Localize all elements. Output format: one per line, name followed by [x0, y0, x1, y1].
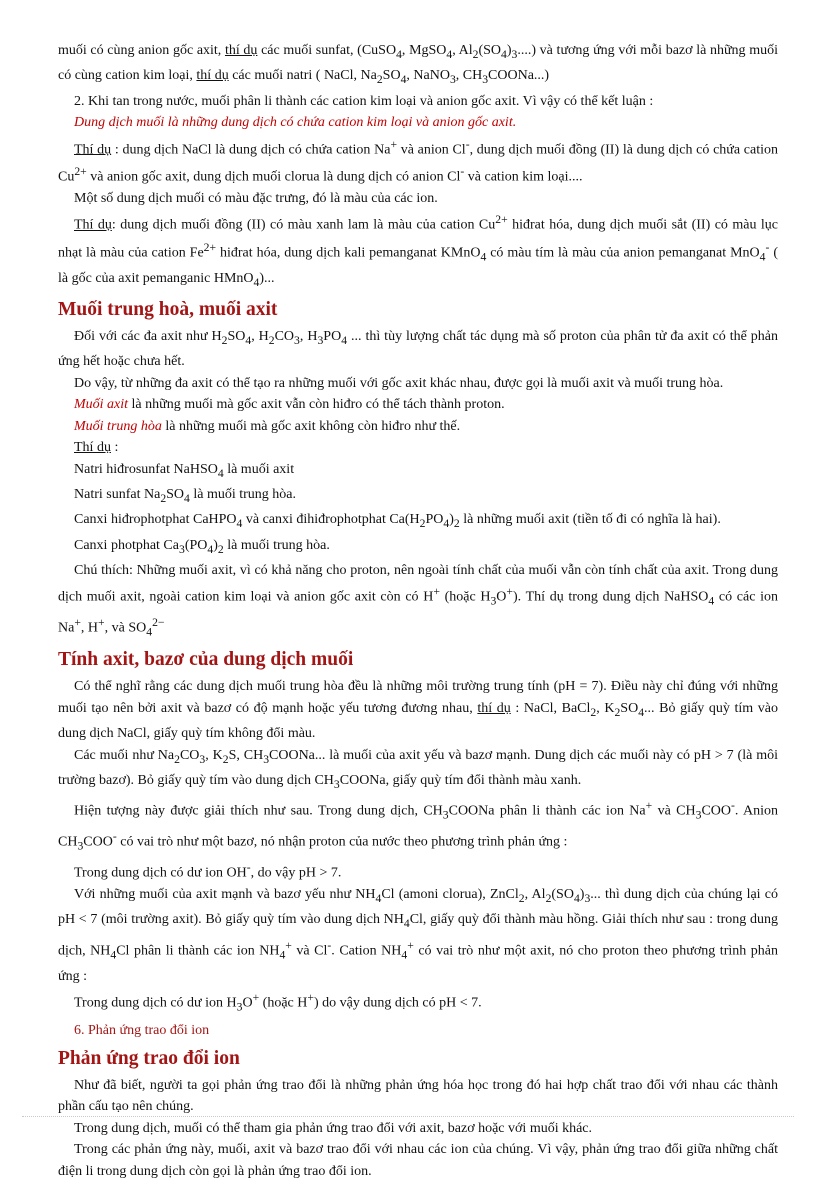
example-ca3po42: Canxi photphat $Ca_3(PO_4)_2$ là muối trung hòa.	[74, 537, 330, 556]
paragraph-explanation-acetate: Hiện tượng này được giải thích như sau. Trong dung dịch, $CH_3COONa$ phân li thành các ion Na+ và $CH_3COO^-$. Anion $CH_3COO^-$ có vai trò như một bazơ, nó nhận proton của nước theo phương trình phản ứng :	[58, 799, 778, 853]
section-number-title: 6. Phản ứng trao đổi ion	[74, 1023, 210, 1039]
paragraph-polyacids: Đối với các đa axit như $H_2SO_4$, $H_2CO_3$, $H_3PO_4$ ... thì tùy lượng chất tác dụng mà số proton của phân tử đa axit có thể phản ứng hết hoặc chưa hết.	[58, 328, 778, 370]
paragraph-neutral-ph: Có thể nghĩ rằng các dung dịch muối trung hòa đều là những môi trường trung tính (pH = 7). Điều này chỉ đúng với những muối tạo nên bởi axit và bazơ có độ mạnh hoặc yếu tương đương nhau, thí dụ : NaCl, BaCl$_2$, $K_2SO_4$... Bỏ giấy quỳ tím vào dung dịch NaCl, giấy quỳ tím không đổi màu.	[58, 679, 778, 741]
paragraph-acidic-salts: Với những muối của axit mạnh và bazơ yếu như $NH_4Cl$ (amoni clorua), ZnCl$_2$, $Al_2(SO_4)_3$... thì dung dịch của chúng lại có pH < 7 (môi trường axit). Bỏ giấy quỳ tím vào dung dịch $NH_4Cl$, giấy quỳ đổi thành màu hồng. Giải thích như sau : trong dung dịch, $NH_4Cl$ phân li thành các ion $NH_4^+$ và Cl-. Cation $NH_4^+$ có vai trò như một axit, nó cho proton theo phương trình phản ứng :	[58, 887, 779, 984]
paragraph-example-nacl: Thí dụ : dung dịch NaCl là dung dịch có chứa cation Na+ và anion Cl-, dung dịch muối đồng (II) là dung dịch có chứa cation $Cu^{2+}$ và anion gốc axit, dung dịch muối clorua là dung dịch có anion Cl- và cation kim loại....	[58, 137, 779, 185]
paragraph-salt-anion-cation: muối có cùng anion gốc axit, thí dụ các muối sunfat, (CuSO$_4$, MgSO$_4$, $Al_2(SO_4)_3$....) và tương ứng với mỗi bazơ là những muối có cùng cation kim loại, thí dụ các muối natri ( NaCl, $Na_2SO_4$, NaNO$_3$, $CH_3COONa$...)	[58, 43, 778, 87]
paragraph-ion-exchange: Trong các phản ứng này, muối, axit và bazơ trao đổi với nhau các ion của chúng. Vì vậy, phản ứng trao đổi giữa những chất điện li trong dung dịch còn gọi là phản ứng trao đổi ion.	[58, 1142, 778, 1179]
heading-neutral-acid-salts: Muối trung hoà, muối axit	[58, 298, 278, 320]
paragraph-therefore: Do vậy, từ những đa axit có thể tạo ra những muối với gốc axit khác nhau, được gọi là muối axit và muối trung hòa.	[74, 375, 724, 391]
definition-acid-salt: Muối axit là những muối mà gốc axit vẫn còn hiđro có thể tách thành proton.	[74, 397, 505, 413]
paragraph-dissociation: 2. Khi tan trong nước, muối phân li thành các cation kim loại và anion gốc axit. Vì vậy có thể kết luận :	[74, 93, 654, 109]
paragraph-note: Chú thích: Những muối axit, vì có khả năng cho proton, nên ngoài tính chất của muối vẫn còn tính chất của axit. Trong dung dịch muối axit, ngoài cation kim loại và anion gốc axit còn có H+ (hoặc $H_3O^+$). Thí dụ trong dung dịch NaHSO$_4$ có các ion Na+, H+, và $SO_4^{2-}$	[58, 562, 779, 639]
paragraph-exchange-in-solution: Trong dung dịch, muối có thể tham gia phản ứng trao đổi với axit, bazơ hoặc với muối khác.	[74, 1120, 593, 1136]
heading-acidity-basicity: Tính axit, bazơ của dung dịch muối	[58, 649, 354, 671]
conclusion-highlight: Dung dịch muối là những dung dịch có chứa cation kim loại và anion gốc axit.	[74, 115, 517, 131]
document-body	[58, 40, 778, 1182]
example-label: Thí dụ :	[74, 440, 119, 456]
paragraph-excess-h3o: Trong dung dịch có dư ion $H_3O^+$ (hoặc H+) do vậy dung dịch có pH < 7.	[74, 991, 482, 1014]
heading-ion-exchange: Phản ứng trao đổi ion	[58, 1047, 240, 1069]
example-nahso4: Natri hiđrosunfat NaHSO$_4$ là muối axit	[74, 461, 295, 480]
paragraph-excess-oh: Trong dung dịch có dư ion OH-, do vậy pH > 7.	[74, 861, 342, 881]
paragraph-basic-salts: Các muối như $Na_2CO_3$, $K_2S$, $CH_3COONa$... là muối của axit yếu và bazơ mạnh. Dung dịch các muối này có pH > 7 (là môi trường bazơ). Bỏ giấy quỳ tím vào dung dịch $CH_3COONa$, giấy quỳ tím đổi thành màu xanh.	[58, 747, 778, 791]
definition-neutral-salt: Muối trung hòa là những muối mà gốc axit không còn hiđro như thế.	[74, 418, 461, 434]
paragraph-example-colors: Thí dụ: dung dịch muối đồng (II) có màu xanh lam là màu của cation $Cu^{2+}$ hiđrat hóa, dung dịch muối sắt (II) có màu lục nhạt là màu của cation $Fe^{2+}$ hiđrat hóa, dung dịch kali pemanganat KMnO$_4$ có màu tím là màu của anion pemanganat MnO$_4$- ( là gốc của axit pemanganic HMnO$_4$)...	[58, 213, 779, 289]
paragraph-color-ions: Một số dung dịch muối có màu đặc trưng, đó là màu của các ion.	[74, 190, 438, 206]
page-bottom-divider	[22, 1116, 794, 1117]
example-cahpo4: Canxi hiđrophotphat CaHPO$_4$ và canxi đihiđrophotphat $Ca(H_2PO_4)_2$ là những muối axit (tiền tố đi có nghĩa là hai).	[74, 512, 721, 530]
example-na2so4: Natri sunfat $Na_2SO_4$ là muối trung hòa.	[74, 486, 297, 505]
paragraph-exchange-definition: Như đã biết, người ta gọi phản ứng trao đổi là những phản ứng hóa học trong đó hai hợp chất trao đổi với nhau các thành phần cấu tạo nên chúng.	[58, 1077, 778, 1115]
